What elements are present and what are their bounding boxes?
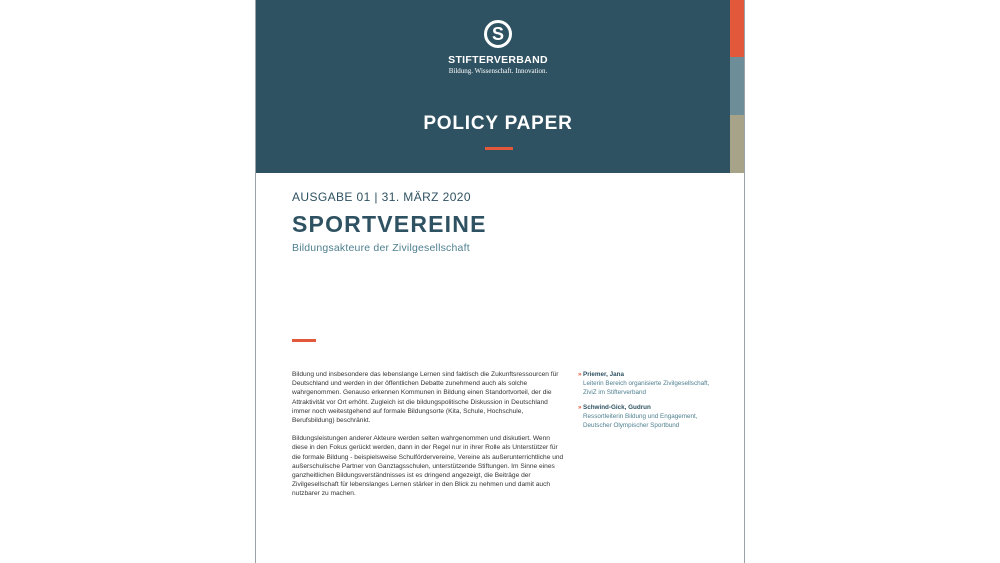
brand-tagline: Bildung. Wissenschaft. Innovation. bbox=[448, 67, 548, 75]
brand-name: STIFTERVERBAND bbox=[448, 54, 548, 66]
bullet-icon: » bbox=[578, 404, 582, 411]
accent-stripe-olive bbox=[730, 115, 744, 173]
author-name: Priemer, Jana bbox=[583, 371, 624, 378]
section-divider bbox=[292, 339, 316, 342]
body-text bbox=[292, 370, 564, 508]
author-role: Ressortleiterin Bildung und Engagement, Deutscher Olympischer Sportbund bbox=[583, 413, 698, 429]
document-title: SPORTVEREINE bbox=[292, 211, 487, 237]
document-subtitle: Bildungsakteure der Zivilgesellschaft bbox=[292, 242, 470, 254]
bullet-icon: » bbox=[578, 371, 582, 378]
title-underline bbox=[485, 147, 513, 150]
stifterverband-logo-icon: S bbox=[484, 20, 512, 48]
paragraph: Bildungsleistungen anderer Akteure werden selten wahrgenommen und diskutiert. Wenn diese in den Fokus gerückt werden, dann in der Regel nur in ihrer Rolle als Unterstützer für die formale Bildung - beispielsweise Schulfördervereine, Vereine als außerunterrichtliche und außerschulische Partner von Ganztagsschulen, unterstützende Stiftungen. Im Sinne eines ganzheitlichen Bildungsverständnisses ist es dringend angezeigt, die Beiträge der Zivilgesellschaft für lebenslanges Lernen stärker in den Blick zu nehmen und damit auch nutzbarer zu machen. bbox=[292, 435, 564, 498]
author-entry bbox=[578, 370, 713, 397]
author-role: Leiterin Bereich organisierte Zivilgesellschaft, ZiviZ im Stifterverband bbox=[583, 380, 710, 396]
accent-stripe-blue bbox=[730, 57, 744, 115]
author-name: Schwind-Gick, Gudrun bbox=[583, 404, 651, 411]
issue-line: AUSGABE 01 | 31. MÄRZ 2020 bbox=[292, 190, 471, 204]
document-page bbox=[255, 0, 745, 563]
author-entry bbox=[578, 403, 713, 430]
accent-stripe-orange bbox=[730, 0, 744, 57]
paragraph: Bildung und insbesondere das lebenslange Lernen sind faktisch die Zukunftsressourcen für Deutschland und werden in der öffentlichen Debatte zunehmend auch als solche wahrgenommen. Genauso erkennen Kommunen in Bildung einen Standortvorteil, der die Attraktivität vor Ort erhöht. Zugleich ist die bildungspolitische Diskussion in Deutschland immer noch weitestgehend auf formale Bildungsorte (Kita, Schule, Hochschule, Berufsbildung) beschränkt. bbox=[292, 371, 559, 425]
policy-paper-title: POLICY PAPER bbox=[423, 113, 573, 134]
author-list bbox=[578, 370, 713, 436]
header-banner bbox=[256, 0, 730, 173]
